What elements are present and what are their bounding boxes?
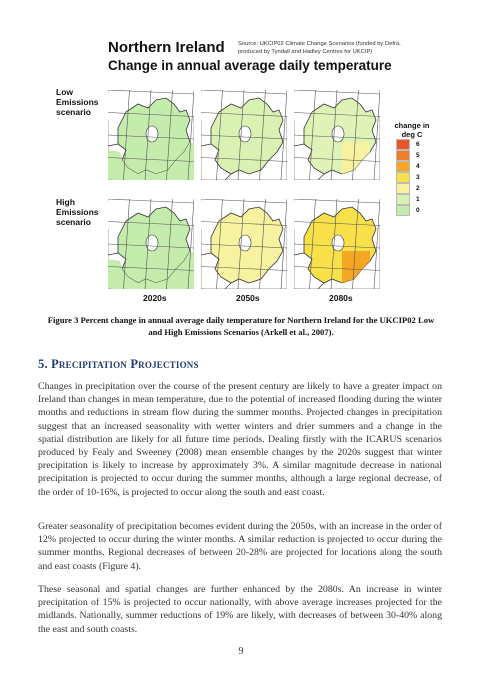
figure-subtitle: Change in annual average daily temperature (108, 58, 392, 73)
temperature-figure (56, 35, 430, 310)
col-label-2080s: 2080s (329, 293, 353, 303)
ni-map (294, 90, 380, 180)
legend-label: 6 (416, 141, 420, 148)
ni-map (108, 199, 194, 289)
paragraph-2: Greater seasonality of precipitation becomes evident during the 2050s, with an increase in the order of 12% projected to occur during the winter months. A similar reduction is projected to occur during the summer months. Regional decreases of between 20-28% are projected for locations along the south and east coasts (Figure 4). (38, 521, 442, 572)
legend-swatch (396, 205, 410, 216)
legend-swatch (396, 172, 410, 183)
legend-label: 4 (416, 163, 420, 170)
legend-item (390, 194, 440, 205)
legend-label: 1 (416, 196, 420, 203)
figure-source: Source: UKCIP02 Climate Change Scenarios (funded by Defra, produced by Tyndall and Hadley Centres for UKCIP) (238, 41, 401, 55)
legend-swatch (396, 194, 410, 205)
legend-item (390, 183, 440, 194)
paragraph-3: These seasonal and spatial changes are further enhanced by the 2080s. An increase in winter precipitation of 15% is projected to occur nationally, with above average increases projected for the midlands. Nationally, summer reductions of 19% are likely, with decreases of between 30-40% along the east and south coasts. (38, 584, 442, 635)
legend-swatch (396, 183, 410, 194)
legend-item (390, 172, 440, 183)
legend-title: change in deg C (394, 121, 430, 139)
col-label-2050s: 2050s (236, 293, 260, 303)
legend (390, 122, 440, 216)
legend-swatch (396, 150, 410, 161)
legend-swatch (396, 161, 410, 172)
page-number: 9 (238, 646, 244, 657)
legend-swatch (396, 139, 410, 150)
section-heading: 5. Precipitation Projections (38, 357, 199, 371)
ni-map (201, 199, 287, 289)
legend-label: 2 (416, 185, 420, 192)
ni-map (294, 199, 380, 289)
legend-item (390, 150, 440, 161)
legend-item (390, 139, 440, 150)
ni-map (108, 90, 194, 180)
figure-caption: Figure 3 Percent change in annual average daily temperature for Northern Ireland for the UKCIP02 Low and High Emissions Scenarios (Arkell et al., 2007). (47, 315, 435, 337)
legend-label: 3 (416, 174, 420, 181)
legend-item (390, 205, 440, 216)
row-label-low: Low Emissions scenario (56, 87, 99, 117)
paragraph-1: Changes in precipitation over the course of the present century are likely to have a greater impact on Ireland than changes in mean temperature, due to the potential of increased flooding during the winter months and reductions in stream flow during the summer months. Projected changes in precipitation suggest that an increased seasonality with wetter winters and drier summers and a change in the spatial distribution are likely for all future time periods. Dealing firstly with the ICARUS scenarios produced by Fealy and Sweeney (2008) mean ensemble changes by the 2020s suggest that winter precipitation is likely to increase by approximately 3%. A similar magnitude decrease in national precipitation is projected to occur during the summer months, although a large regional decrease, of the order of 10-16%, is projected to occur along the south and east coast. (38, 381, 442, 498)
col-label-2020s: 2020s (143, 293, 167, 303)
ni-map (201, 90, 287, 180)
legend-label: 0 (416, 207, 420, 214)
row-label-high: High Emissions scenario (56, 197, 99, 227)
legend-label: 5 (416, 152, 420, 159)
legend-item (390, 161, 440, 172)
figure-title: Northern Ireland (108, 39, 225, 56)
